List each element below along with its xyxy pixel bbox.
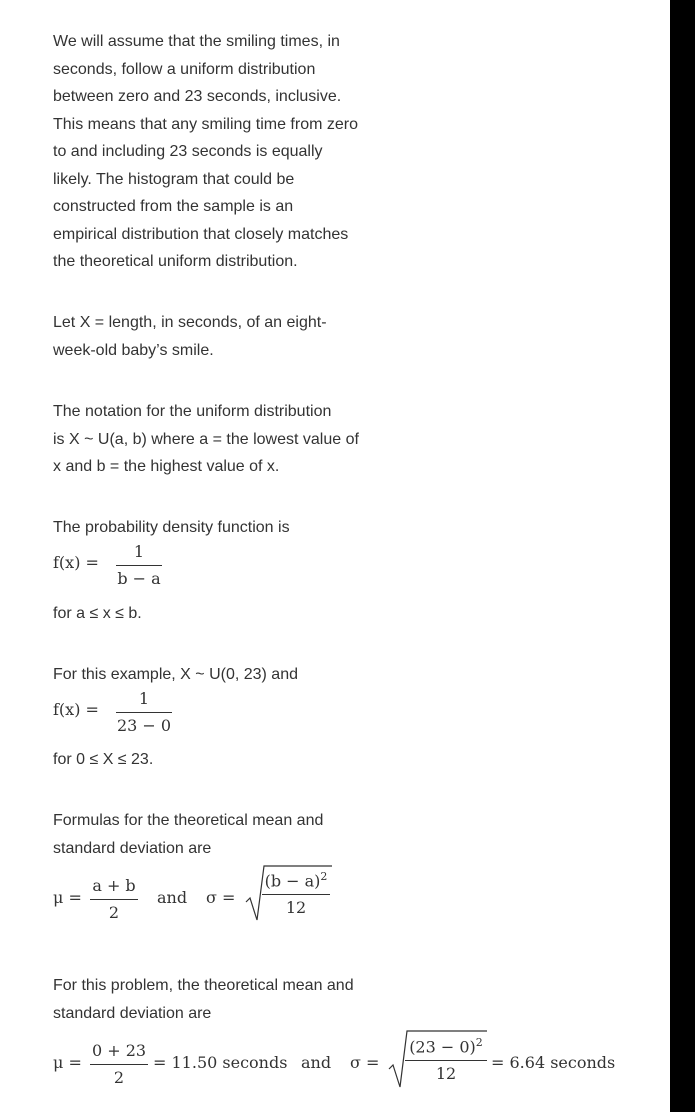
- notation-paragraph: [53, 398, 359, 481]
- pdf-general-fraction: [116, 542, 162, 589]
- mean-specific-fraction: [90, 1041, 148, 1088]
- fraction-denominator: 12: [435, 1064, 457, 1084]
- pdf-domain: for a ≤ x ≤ b.: [53, 605, 142, 622]
- fraction-bar: [405, 1060, 487, 1061]
- text-line: between zero and 23 seconds, inclusive.: [53, 88, 342, 105]
- example-intro: For this example, X ~ U(0, 23) and: [53, 666, 298, 683]
- text-line: seconds, follow a uniform distribution: [53, 60, 316, 78]
- text-line: likely. The histogram that could be: [53, 170, 295, 188]
- definition-paragraph: [53, 309, 327, 364]
- fraction-denominator: 2: [113, 1068, 125, 1087]
- text-line: standard deviation are: [53, 839, 212, 857]
- problem-intro: [53, 972, 354, 1027]
- mu-symbol: μ =: [53, 1053, 82, 1072]
- fraction-bar: [116, 712, 172, 713]
- fraction-denominator: 23 − 0: [116, 716, 172, 735]
- fraction-numerator: a + b: [92, 876, 136, 895]
- text-line: to and including 23 seconds is equally: [53, 143, 323, 160]
- fraction-denominator: b − a: [117, 569, 161, 588]
- text-line: We will assume that the smiling times, in: [53, 33, 340, 50]
- text-line: the theoretical uniform distribution.: [53, 253, 298, 270]
- fraction-numerator: 0 + 23: [91, 1041, 147, 1060]
- intro-paragraph: [53, 28, 358, 276]
- text-line: Let X = length, in seconds, of an eight-: [53, 314, 327, 331]
- text-line: is X ~ U(a, b) where a = the lowest value of: [53, 430, 359, 448]
- text-line: The notation for the uniform distribution: [53, 403, 332, 420]
- sigma-symbol: σ =: [206, 888, 236, 907]
- sigma-symbol: σ =: [350, 1053, 380, 1072]
- mean-result: = 11.50 seconds: [153, 1053, 288, 1072]
- pdf-example-lhs: f(x) =: [53, 700, 99, 719]
- example-domain: for 0 ≤ X ≤ 23.: [53, 751, 154, 768]
- text-line: This means that any smiling time from zero: [53, 115, 358, 133]
- text-line: empirical distribution that closely matches: [53, 225, 349, 243]
- and-word: and: [301, 1053, 332, 1072]
- pdf-example-fraction: [116, 689, 172, 736]
- text-line: Formulas for the theoretical mean and: [53, 812, 324, 829]
- fraction-numerator: $(23 - 0)^2$: [409, 1036, 483, 1057]
- fraction-numerator: 1: [138, 689, 150, 708]
- fraction-denominator: 2: [108, 903, 120, 922]
- and-word: and: [157, 888, 188, 907]
- fraction-numerator: $(b - a)^2$: [264, 870, 328, 891]
- formulas-intro: [53, 807, 323, 862]
- sigma-specific-fraction: [405, 1033, 487, 1084]
- sigma-general-fraction: [262, 867, 330, 918]
- fraction-bar: [116, 565, 162, 566]
- text-line: week-old baby’s smile.: [53, 341, 214, 359]
- sigma-result: = 6.64 seconds: [491, 1053, 616, 1072]
- mu-symbol: μ =: [53, 888, 82, 907]
- text-line: standard deviation are: [53, 1004, 212, 1022]
- fraction-denominator: 12: [285, 898, 307, 918]
- pdf-intro: The probability density function is: [53, 519, 290, 536]
- text-line: For this problem, the theoretical mean and: [53, 977, 354, 994]
- fraction-numerator: 1: [133, 542, 145, 561]
- fraction-bar: [90, 1064, 148, 1065]
- fraction-bar: [262, 894, 330, 895]
- text-line: x and b = the highest value of x.: [53, 458, 280, 475]
- fraction-bar: [90, 899, 138, 900]
- pdf-general-lhs: f(x) =: [53, 553, 99, 572]
- mean-general-fraction: [90, 876, 138, 923]
- text-line: constructed from the sample is an: [53, 198, 294, 215]
